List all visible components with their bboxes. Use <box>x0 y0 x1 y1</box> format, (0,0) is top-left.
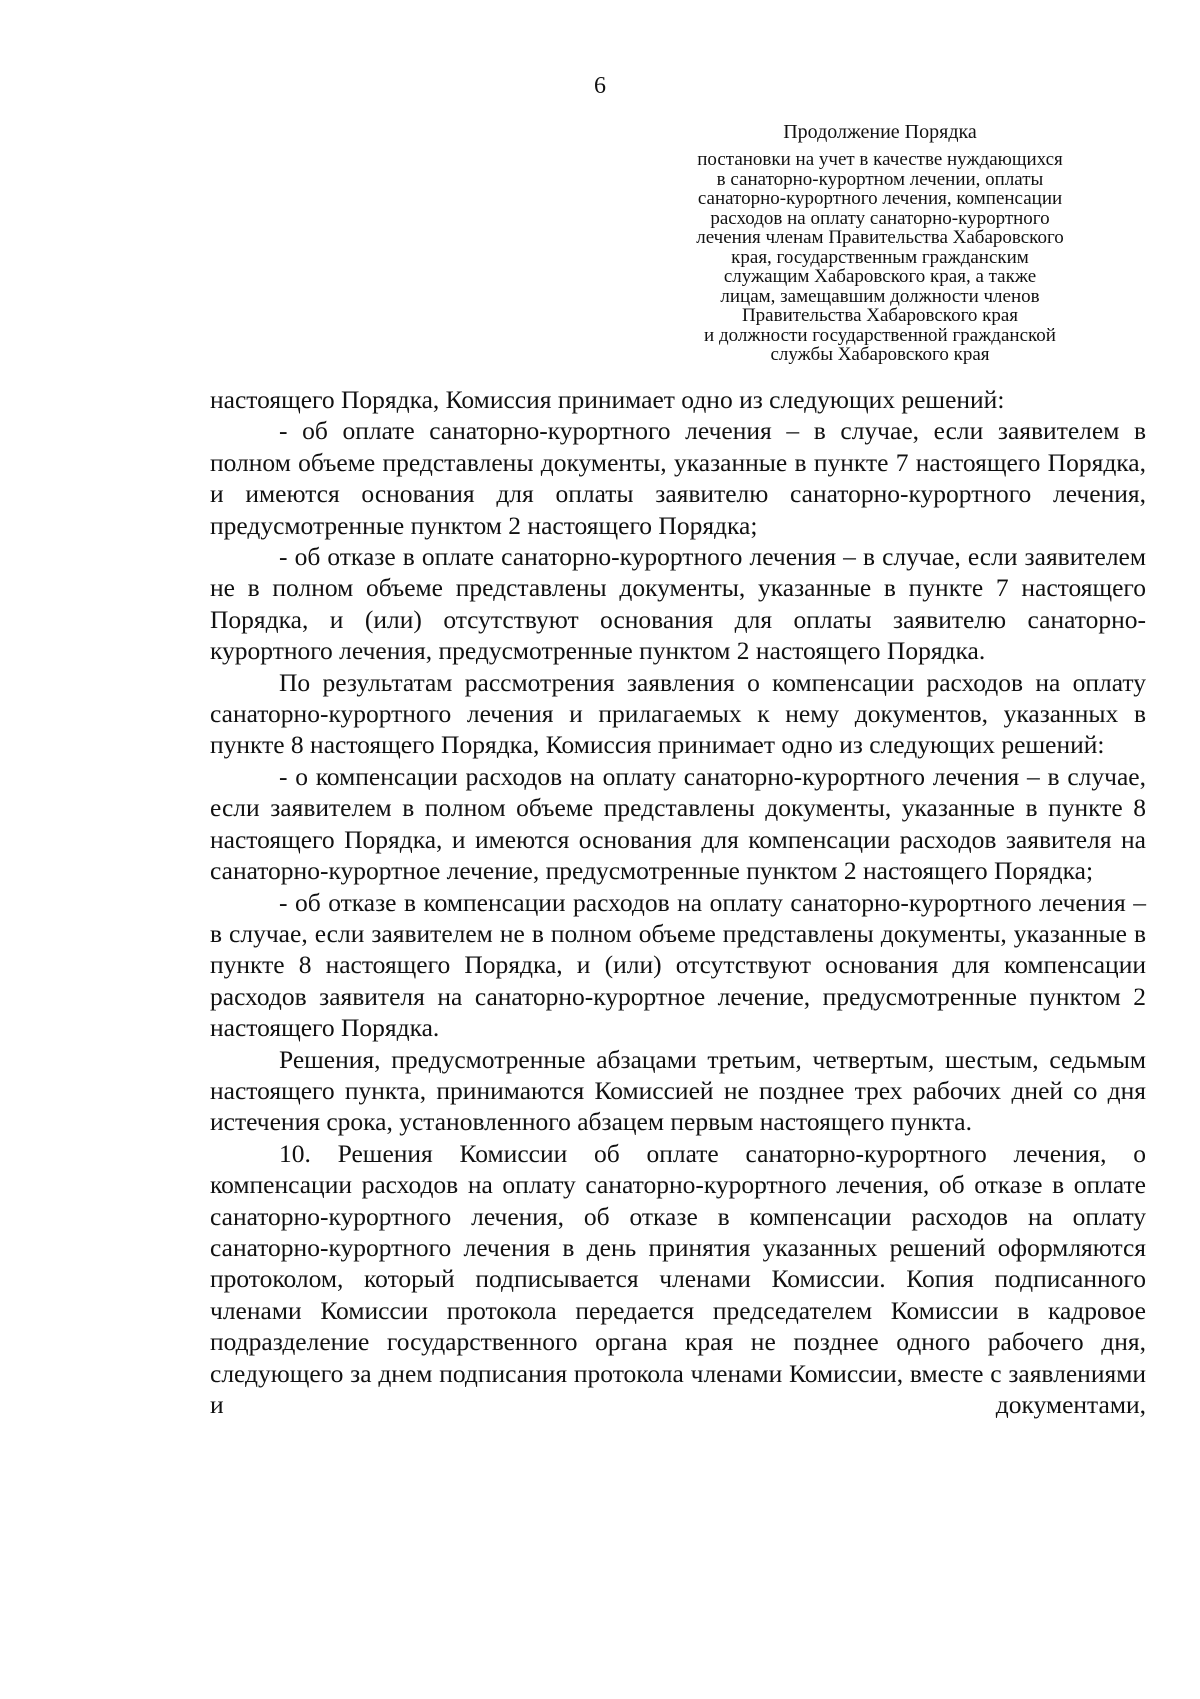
paragraph: - о компенсации расходов на оплату санаторно-курортного лечения – в случае, если заявителем в полном объеме представлены документы, указанные в пункте 8 настоящего Порядка, и имеются основания для компенсации расходов заявителя на санаторно-курортное лечение, предусмотренные пунктом 2 настоящего Порядка; <box>210 761 1146 886</box>
header-line: постановки на учет в качестве нуждающихся <box>697 149 1063 170</box>
paragraph: По результатам рассмотрения заявления о компенсации расходов на оплату санаторно-курортного лечения и прилагаемых к нему документов, указанных в пункте 8 настоящего Порядка, Комиссия принимает одно из следующих решений: <box>210 667 1146 760</box>
paragraph: настоящего Порядка, Комиссия принимает одно из следующих решений: <box>210 385 1005 414</box>
paragraph: - об отказе в оплате санаторно-курортного лечения – в случае, если заявителем не в полном объеме представлены документы, указанные в пункте 7 настоящего Порядка, и (или) отсутствуют основания для оплаты заявителю санаторно-курортного лечения, предусмотренные пунктом 2 настоящего Порядка. <box>210 542 1146 666</box>
header-line: службы Хабаровского края <box>770 344 990 365</box>
header-line: санаторно-курортного лечения, компенсации <box>697 188 1063 209</box>
header-line: в санаторно-курортном лечении, оплаты <box>716 168 1044 190</box>
paragraph: - об отказе в компенсации расходов на оплату санаторно-курортного лечения – в случае, если заявителем не в полном объеме представлены документы, указанные в пункте 8 настоящего Порядка, и (или) отсутствуют основания для компенсации расходов заявителя на санаторно-курортное лечение, предусмотренные пунктом 2 настоящего Порядка. <box>210 887 1146 1043</box>
paragraph: Решения, предусмотренные абзацами третьим, четвертым, шестым, седьмым настоящего пункта, принимаются Комиссией не позднее трех рабочих дней со дня истечения срока, установленного абзацем первым настоящего пункта. <box>210 1044 1146 1137</box>
page-number: 6 <box>594 73 606 99</box>
paragraph: - об оплате санаторно-курортного лечения – в случае, если заявителем в полном объеме представлены документы, указанные в пункте 7 настоящего Порядка, и имеются основания для оплаты заявителю санаторно-курортного лечения, предусмотренные пунктом 2 настоящего Порядка; <box>210 416 1146 540</box>
header-line: края, государственным гражданским <box>731 246 1029 268</box>
header-title: Продолжение Порядка <box>783 121 977 143</box>
header-line: лицам, замещавшим должности членов <box>720 285 1040 307</box>
body-text <box>210 384 1146 1420</box>
paragraph: 10. Решения Комиссии об оплате санаторно-курортного лечения, о компенсации расходов на оплату санаторно-курортного лечения, об отказе в оплате санаторно-курортного лечения, об отказе в компенсации расходов на оплату санаторно-курортного лечения в день принятия указанных решений оформляются протоколом, который подписывается членами Комиссии. Копия подписанного членами Комиссии протокола передается председателем Комиссии в кадровое подразделение государственного органа края не позднее одного рабочего дня, следующего за днем подписания протокола членами Комиссии, вместе с заявлениями и документами, <box>210 1138 1146 1419</box>
header-line: лечения членам Правительства Хабаровского <box>696 227 1064 248</box>
header-line: расходов на оплату санаторно-курортного <box>710 207 1050 229</box>
header-line: служащим Хабаровского края, а также <box>723 266 1037 287</box>
header-line: и должности государственной гражданской <box>704 324 1056 346</box>
document-header <box>652 118 1108 365</box>
header-line: Правительства Хабаровского края <box>741 305 1019 326</box>
